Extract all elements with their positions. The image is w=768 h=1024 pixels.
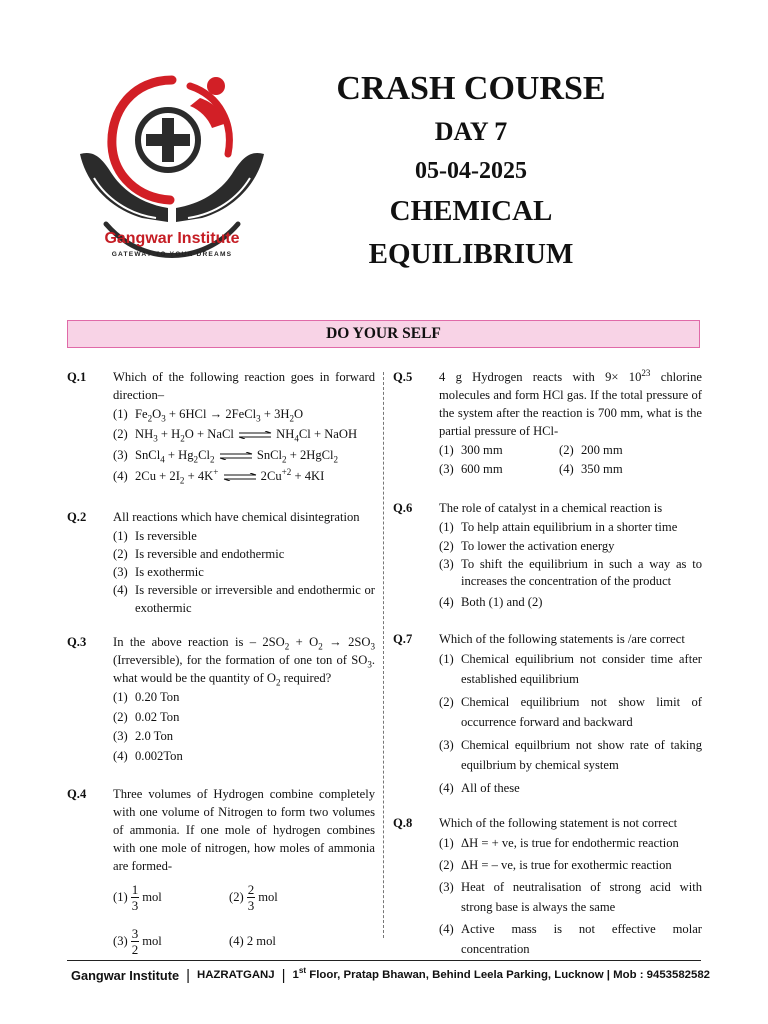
equilibrium-arrow-icon bbox=[218, 452, 254, 460]
question-2 bbox=[67, 508, 375, 617]
option-1: (1) To help attain equilibrium in a shorter time bbox=[439, 520, 678, 534]
question-6 bbox=[393, 499, 702, 612]
separator: | bbox=[281, 966, 286, 984]
topic-line-2: EQUILIBRIUM bbox=[368, 238, 574, 270]
title-block bbox=[320, 66, 622, 276]
option-1: (1) $Fe_2O_3 + 6HCl$ → 2FeCl$_3$ + $3H_2O$ bbox=[113, 407, 304, 424]
separator: | bbox=[186, 966, 190, 984]
question-text: Which of the following reaction goes in forward direction– bbox=[113, 370, 375, 402]
fraction: $\frac{1}{3}$ bbox=[131, 881, 139, 913]
option-4: (4) Both (1) and (2) bbox=[439, 595, 543, 609]
option-2: (2) 0.02 Ton bbox=[113, 709, 180, 724]
footer bbox=[67, 965, 711, 985]
option-1: (1) 300 mm bbox=[439, 443, 503, 457]
equilibrium-arrow-icon bbox=[237, 431, 273, 439]
day-label: DAY 7 bbox=[434, 117, 508, 146]
question-number: Q.3 bbox=[67, 635, 87, 649]
topic-line-1: CHEMICAL bbox=[389, 195, 553, 227]
option-3: (3) SnCl$_4$ + $Hg_2Cl_2$ SnCl$_2$ + 2HgCl$_2$ bbox=[113, 448, 339, 465]
section-banner: DO YOUR SELF bbox=[67, 320, 700, 348]
question-8 bbox=[393, 814, 702, 959]
question-number: Q.4 bbox=[67, 787, 87, 801]
option-3: (3) To shift the equilibrium in such a way as to increases the concentration of the product bbox=[439, 557, 702, 588]
option-4: (4) $2Cu + 2I_2 + 4K^+$ $2Cu^{+2} + 4KI$ bbox=[113, 466, 325, 486]
question-number: Q.5 bbox=[393, 370, 413, 384]
question-7 bbox=[393, 630, 702, 798]
fraction: $\frac{2}{3}$ bbox=[247, 881, 255, 913]
question-text: Three volumes of Hydrogen combine completely with one volume of Nitrogen to form two volumes of ammonia. If one mole of hydrogen combines with one mole of nitrogen, how moles of ammonia are formed- bbox=[113, 787, 375, 873]
option-4: (4) Is reversible or irreversible and endothermic or exothermic bbox=[113, 583, 375, 615]
footer-brand: Gangwar Institute bbox=[71, 967, 180, 983]
option-list bbox=[439, 649, 702, 798]
question-text: The role of catalyst in a chemical reaction is bbox=[439, 501, 663, 515]
option-row bbox=[113, 879, 375, 915]
option-2: (2) Chemical equilibrium not show limit of occurrence forward and backward bbox=[439, 695, 702, 729]
logo-tagline: GATEWAY TO YOUR DREAMS bbox=[111, 251, 233, 258]
option-list bbox=[113, 405, 375, 487]
question-text: 4 g Hydrogen reacts with $9\times 10^{23}$ chlorine molecules and form HCl gas. If the total pressure of the system after the reaction is 700 mm, what is the partial pressure of HCl- bbox=[439, 367, 702, 438]
question-number: Q.6 bbox=[393, 501, 413, 515]
option-3: (3) 2.0 Ton bbox=[113, 729, 174, 743]
option-1: (1) 0.20 Ton bbox=[113, 690, 180, 704]
option-4: (4) 2 mol bbox=[229, 934, 276, 948]
option-2: (2) ΔH = – ve, is true for exothermic reaction bbox=[439, 858, 672, 872]
question-number: Q.2 bbox=[67, 510, 87, 524]
option-list bbox=[439, 833, 702, 959]
institute-logo bbox=[72, 58, 272, 270]
option-4: (4) All of these bbox=[439, 781, 520, 795]
option-list bbox=[439, 441, 702, 479]
left-column bbox=[67, 368, 375, 959]
option-3: (3) $\frac{3}{2}$ mol bbox=[113, 925, 162, 957]
option-3: (3) Chemical equilbrium not show rate of taking equilbrium by chemical system bbox=[439, 738, 702, 772]
option-3: (3) Heat of neutralisation of strong acid with strong base is always the same bbox=[439, 880, 702, 914]
column-divider bbox=[383, 372, 384, 938]
option-4: (4) 0.002Ton bbox=[113, 748, 183, 763]
question-5 bbox=[393, 368, 702, 479]
option-1: (1) Chemical equilibrium not consider time after established equilibrium bbox=[439, 652, 702, 686]
footer-branch: HAZRATGANJ bbox=[196, 969, 275, 981]
equilibrium-arrow-icon bbox=[222, 473, 258, 481]
option-row bbox=[113, 923, 375, 959]
question-number: Q.1 bbox=[67, 370, 87, 384]
question-text: All reactions which have chemical disintegration bbox=[113, 510, 360, 524]
date-label: 05-04-2025 bbox=[415, 158, 527, 184]
fraction: $\frac{3}{2}$ bbox=[131, 925, 139, 957]
option-4: (4) 350 mm bbox=[559, 462, 623, 476]
question-text: In the above reaction is – $2SO_2 + O_2 \to 2SO_3$ (Irreversible), for the formation of one ton of $SO_3$. what would be the quantity of $O_2$ required? bbox=[113, 635, 375, 688]
question-number: Q.7 bbox=[393, 632, 413, 646]
logo-name: Gangwar Institute bbox=[104, 230, 240, 247]
option-1: (1) $\frac{1}{3}$ mol bbox=[113, 881, 162, 913]
option-1: (1) Is reversible bbox=[113, 529, 197, 543]
footer-divider bbox=[67, 960, 701, 961]
option-3: (3) Is exothermic bbox=[113, 565, 204, 579]
option-list bbox=[439, 518, 702, 612]
option-2: (2) $\frac{2}{3}$ mol bbox=[229, 881, 278, 913]
option-3: (3) 600 mm bbox=[439, 462, 503, 476]
option-list bbox=[113, 688, 375, 766]
footer-address: 1st Floor, Pratap Bhawan, Behind Leela Parking, Lucknow | Mob : 9453582582 bbox=[292, 966, 711, 981]
question-text: Which of the following statements is /are correct bbox=[439, 632, 685, 646]
right-column bbox=[393, 368, 702, 959]
option-2: (2) 200 mm bbox=[559, 443, 623, 457]
option-1: (1) ΔH = + ve, is true for endothermic reaction bbox=[439, 836, 679, 850]
question-number: Q.8 bbox=[393, 816, 413, 830]
question-text: Which of the following statement is not correct bbox=[439, 816, 678, 830]
question-4 bbox=[67, 785, 375, 959]
option-2: (2) To lower the activation energy bbox=[439, 539, 615, 553]
option-2: (2) $NH_3 + H_2O$ + NaCl $NH_4Cl$ + NaOH bbox=[113, 427, 358, 444]
option-4: (4) Active mass is not effective molar concentration bbox=[439, 922, 702, 956]
option-2: (2) Is reversible and endothermic bbox=[113, 547, 285, 561]
question-1 bbox=[67, 368, 375, 487]
question-3 bbox=[67, 633, 375, 766]
course-title: CRASH COURSE bbox=[336, 70, 606, 107]
option-list bbox=[113, 527, 375, 617]
